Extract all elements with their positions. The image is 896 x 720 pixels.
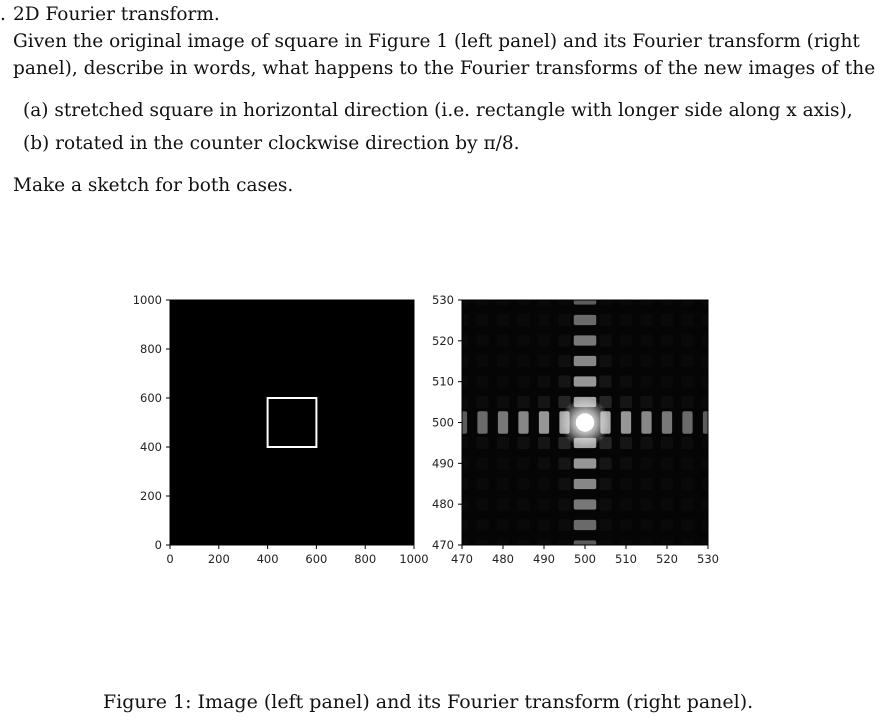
left-x-tick-label: 1000 <box>399 552 429 566</box>
ft-side-lobe <box>722 457 734 469</box>
ft-side-lobe <box>517 498 529 510</box>
ft-side-lobe <box>558 334 570 346</box>
ft-vertical-lobe <box>574 356 597 366</box>
ft-side-lobe <box>599 355 611 367</box>
ft-side-lobe <box>435 355 447 367</box>
right-y-tick-label: 470 <box>432 538 454 552</box>
ft-side-lobe <box>497 334 509 346</box>
ft-side-lobe <box>476 334 488 346</box>
ft-side-lobe <box>476 437 488 449</box>
ft-side-lobe <box>517 273 529 285</box>
right-y-tick-label: 520 <box>432 333 454 348</box>
ft-side-lobe <box>599 478 611 490</box>
right-x-tick-label: 480 <box>492 552 514 566</box>
ft-side-lobe <box>681 437 693 449</box>
ft-side-lobe <box>538 375 550 387</box>
ft-side-lobe <box>661 334 673 346</box>
ft-side-lobe <box>435 314 447 326</box>
ft-side-lobe <box>620 519 632 531</box>
ft-side-lobe <box>661 437 673 449</box>
ft-side-lobe <box>558 478 570 490</box>
ft-side-lobe <box>435 478 447 490</box>
ft-side-lobe <box>435 519 447 531</box>
ft-vertical-lobe <box>574 335 597 345</box>
ft-side-lobe <box>435 560 447 572</box>
ft-horizontal-lobe <box>723 411 733 434</box>
ft-side-lobe <box>722 478 734 490</box>
ft-side-lobe <box>722 334 734 346</box>
ft-side-lobe <box>620 375 632 387</box>
ft-side-lobe <box>640 375 652 387</box>
ft-side-lobe <box>497 478 509 490</box>
right-x-tick-label: 530 <box>697 552 719 566</box>
ft-side-lobe <box>497 437 509 449</box>
ft-side-lobe <box>620 457 632 469</box>
ft-side-lobe <box>476 498 488 510</box>
right-x-tick-label: 510 <box>615 552 637 566</box>
fourier-pattern <box>435 273 734 572</box>
ft-side-lobe <box>722 396 734 408</box>
ft-central-peak <box>576 413 594 431</box>
ft-side-lobe <box>640 396 652 408</box>
item-b: (b) rotated in the counter clockwise direction by π/8. <box>23 133 520 154</box>
ft-side-lobe <box>497 375 509 387</box>
ft-side-lobe <box>661 478 673 490</box>
ft-horizontal-lobe <box>682 411 692 434</box>
ft-side-lobe <box>620 437 632 449</box>
ft-side-lobe <box>661 498 673 510</box>
ft-horizontal-lobe <box>498 411 508 434</box>
ft-vertical-lobe <box>574 315 597 325</box>
ft-side-lobe <box>640 457 652 469</box>
ft-side-lobe <box>681 355 693 367</box>
ft-side-lobe <box>558 273 570 285</box>
ft-side-lobe <box>538 437 550 449</box>
ft-vertical-lobe <box>574 376 597 386</box>
ft-horizontal-lobe <box>477 411 487 434</box>
left-y-tick-label: 600 <box>140 391 162 405</box>
ft-horizontal-lobe <box>621 411 631 434</box>
ft-side-lobe <box>538 478 550 490</box>
problem-title: 2D Fourier transform. <box>13 4 220 25</box>
ft-side-lobe <box>620 355 632 367</box>
right-y-tick-label: 480 <box>432 497 454 512</box>
instruction: Make a sketch for both cases. <box>13 175 294 196</box>
ft-side-lobe <box>538 334 550 346</box>
ft-side-lobe <box>476 560 488 572</box>
ft-side-lobe <box>722 355 734 367</box>
ft-side-lobe <box>661 375 673 387</box>
right-x-tick-label: 500 <box>574 552 596 566</box>
ft-side-lobe <box>661 355 673 367</box>
ft-side-lobe <box>497 273 509 285</box>
ft-vertical-lobe <box>574 479 597 489</box>
ft-side-lobe <box>497 457 509 469</box>
ft-side-lobe <box>517 437 529 449</box>
ft-side-lobe <box>640 498 652 510</box>
ft-side-lobe <box>497 314 509 326</box>
ft-side-lobe <box>517 396 529 408</box>
ft-side-lobe <box>558 457 570 469</box>
ft-side-lobe <box>640 437 652 449</box>
ft-side-lobe <box>517 334 529 346</box>
ft-side-lobe <box>497 498 509 510</box>
ft-side-lobe <box>599 375 611 387</box>
ft-side-lobe <box>722 539 734 551</box>
ft-side-lobe <box>640 334 652 346</box>
ft-side-lobe <box>599 519 611 531</box>
left-x-tick-label: 600 <box>305 552 328 566</box>
ft-side-lobe <box>722 437 734 449</box>
ft-side-lobe <box>558 560 570 572</box>
ft-side-lobe <box>620 334 632 346</box>
ft-vertical-lobe <box>574 274 597 284</box>
ft-side-lobe <box>620 478 632 490</box>
ft-side-lobe <box>517 560 529 572</box>
ft-side-lobe <box>538 273 550 285</box>
ft-side-lobe <box>435 437 447 449</box>
ft-side-lobe <box>558 314 570 326</box>
ft-side-lobe <box>558 355 570 367</box>
figure-caption: Figure 1: Image (left panel) and its Fourier transform (right panel). <box>103 691 754 713</box>
ft-side-lobe <box>722 375 734 387</box>
left-y-tick-label: 400 <box>140 440 162 454</box>
ft-side-lobe <box>722 560 734 572</box>
ft-side-lobe <box>476 519 488 531</box>
right-x-tick-label: 470 <box>451 552 473 566</box>
ft-side-lobe <box>538 519 550 531</box>
ft-side-lobe <box>476 314 488 326</box>
ft-side-lobe <box>599 457 611 469</box>
ft-side-lobe <box>476 375 488 387</box>
ft-side-lobe <box>517 519 529 531</box>
ft-horizontal-lobe <box>539 411 549 434</box>
ft-side-lobe <box>497 396 509 408</box>
ft-side-lobe <box>661 519 673 531</box>
ft-vertical-lobe <box>574 458 597 468</box>
right-x-tick-label: 520 <box>656 552 678 566</box>
ft-side-lobe <box>661 314 673 326</box>
ft-vertical-lobe <box>574 499 597 509</box>
ft-side-lobe <box>681 314 693 326</box>
ft-side-lobe <box>681 498 693 510</box>
ft-side-lobe <box>681 457 693 469</box>
ft-side-lobe <box>722 498 734 510</box>
ft-side-lobe <box>558 498 570 510</box>
ft-side-lobe <box>661 396 673 408</box>
problem-text-line-2: panel), describe in words, what happens to the Fourier transforms of the new images of the <box>13 58 876 79</box>
left-x-tick-label: 0 <box>166 552 174 566</box>
ft-side-lobe <box>599 498 611 510</box>
ft-side-lobe <box>722 273 734 285</box>
ft-side-lobe <box>640 478 652 490</box>
ft-side-lobe <box>681 273 693 285</box>
ft-side-lobe <box>722 314 734 326</box>
ft-side-lobe <box>558 519 570 531</box>
ft-side-lobe <box>517 457 529 469</box>
left-y-tick-label: 0 <box>154 538 162 552</box>
ft-side-lobe <box>497 519 509 531</box>
ft-side-lobe <box>620 498 632 510</box>
ft-vertical-lobe <box>574 520 597 530</box>
left-y-tick-label: 800 <box>140 342 162 356</box>
left-x-tick-label: 400 <box>256 552 279 566</box>
ft-side-lobe <box>620 273 632 285</box>
ft-horizontal-lobe <box>518 411 528 434</box>
ft-side-lobe <box>538 498 550 510</box>
ft-side-lobe <box>517 375 529 387</box>
right-y-tick-label: 530 <box>432 293 454 307</box>
ft-side-lobe <box>497 355 509 367</box>
ft-side-lobe <box>681 478 693 490</box>
problem-marker: . <box>0 4 6 25</box>
ft-side-lobe <box>640 273 652 285</box>
ft-side-lobe <box>640 355 652 367</box>
ft-side-lobe <box>435 396 447 408</box>
ft-side-lobe <box>476 396 488 408</box>
ft-side-lobe <box>599 273 611 285</box>
ft-side-lobe <box>661 457 673 469</box>
ft-side-lobe <box>681 519 693 531</box>
left-panel-image <box>170 300 414 545</box>
ft-side-lobe <box>620 396 632 408</box>
ft-side-lobe <box>476 457 488 469</box>
ft-side-lobe <box>517 478 529 490</box>
ft-side-lobe <box>599 560 611 572</box>
problem-text-line-1: Given the original image of square in Figure 1 (left panel) and its Fourier transform (right <box>13 31 860 52</box>
left-x-tick-label: 200 <box>207 552 230 566</box>
ft-side-lobe <box>476 478 488 490</box>
ft-side-lobe <box>435 273 447 285</box>
ft-side-lobe <box>722 293 734 305</box>
ft-side-lobe <box>599 314 611 326</box>
ft-side-lobe <box>620 314 632 326</box>
ft-side-lobe <box>681 375 693 387</box>
ft-side-lobe <box>517 314 529 326</box>
ft-side-lobe <box>661 273 673 285</box>
ft-side-lobe <box>538 396 550 408</box>
ft-side-lobe <box>722 519 734 531</box>
ft-side-lobe <box>599 334 611 346</box>
right-y-tick-label: 490 <box>432 456 454 471</box>
ft-side-lobe <box>517 355 529 367</box>
ft-side-lobe <box>558 375 570 387</box>
ft-side-lobe <box>476 355 488 367</box>
ft-side-lobe <box>640 560 652 572</box>
left-x-tick-label: 800 <box>354 552 377 566</box>
ft-side-lobe <box>681 334 693 346</box>
ft-side-lobe <box>538 314 550 326</box>
ft-side-lobe <box>640 519 652 531</box>
right-x-tick-label: 490 <box>533 552 555 566</box>
right-y-tick-label: 500 <box>432 415 454 430</box>
ft-side-lobe <box>681 560 693 572</box>
ft-side-lobe <box>681 396 693 408</box>
ft-side-lobe <box>702 273 714 285</box>
ft-side-lobe <box>538 355 550 367</box>
left-y-tick-label: 200 <box>140 489 162 503</box>
item-a: (a) stretched square in horizontal direction (i.e. rectangle with longer side along x axis), <box>23 100 853 121</box>
ft-side-lobe <box>476 273 488 285</box>
ft-side-lobe <box>456 273 468 285</box>
right-y-tick-label: 510 <box>432 374 454 389</box>
ft-horizontal-lobe <box>662 411 672 434</box>
ft-side-lobe <box>538 457 550 469</box>
ft-side-lobe <box>640 314 652 326</box>
left-y-tick-label: 1000 <box>132 293 162 307</box>
ft-horizontal-lobe <box>641 411 651 434</box>
